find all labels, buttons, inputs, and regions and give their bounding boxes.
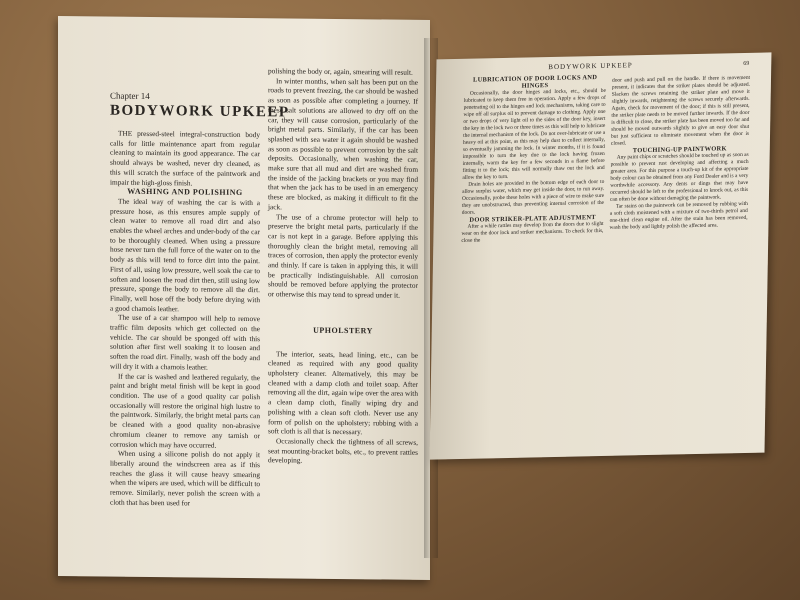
- left-column-2: [268, 66, 418, 467]
- section-heading-striker: DOOR STRIKER-PLATE ADJUSTMENT: [469, 214, 596, 224]
- paragraph: The use of a chrome protector will help to preserve the bright metal parts, particularly if the car is not kept in a garage. Before applying this thoroughly clean the bright metal, removing all traces of corrosion, then apply the protector evenly and thinly. If care is taken in applying this, it will be practically indistinguishable. All corrosion should be removed before applying the protector or otherwise this may tend to spread under it.: [268, 211, 418, 300]
- paragraph: If the car is washed and leathered regularly, the paint and bright metal finish will be kept in good condition. The use of a good quality car polish occasionally will restore the original high lustre to the paintwork. Similarly, the bright metal parts can be cleaned with a good quality non-abrasive chromium cleaner to remove any tarnish or corrosion which may have occurred.: [110, 371, 260, 450]
- page-number: 69: [743, 60, 750, 67]
- open-book: [58, 18, 768, 578]
- chapter-label: Chapter 14: [110, 90, 150, 102]
- paragraph: When using a silicone polish do not apply it liberally around the windscreen area as if this reaches the glass it will cause heavy smearing when the wipers are used, which will be difficult to remove. Similarly, never polish the screen with a cloth that has been used for: [110, 448, 260, 508]
- paragraph: The interior, seats, head lining, etc., can be cleaned as required with any good quality upholstery cleaner. Alternatively, this may be cleaned with a damp cloth and toilet soap. After removing all the dirt, again wipe over the area with a clean damp cloth, finally wiping dry and polishing with a clean soft cloth. Never use any form of polish on the upholstery; rubbing with a soft cloth is all that is necessary.: [268, 348, 418, 437]
- paragraph: In winter months, when salt has been put on the roads to prevent freezing, the car should be washed as soon as possible after completing a journey. If these salt solutions are allowed to dry off on the car, they will cause corrosion, particularly of the bright metal parts. Similarly, if the car has been splashed with sea water it again should be washed as soon as possible to prevent corrosion by the salt deposits. Occasionally, when washing the car, make sure that all mud and dirt are washed from the inside of the jacking brackets or you may find that when the jack has to be used in an emergency these are blocked, as making it difficult to fit the jack.: [268, 76, 418, 212]
- paragraph: Occasionally check the tightness of all screws, seat mounting-bracket bolts, etc., to prevent rattles developing.: [268, 436, 418, 465]
- paragraph: Drain holes are provided in the bottom edge of each door to allow surplus water, which may get inside the door, to run away. Occasionally, probe these holes with a piece of wire to make sure they are unobstructed, thus preventing internal corrosion of the doors.: [461, 178, 605, 216]
- right-column-1: [461, 74, 606, 245]
- right-column-2: [609, 75, 750, 232]
- section-heading-touching-up: TOUCHING-UP PAINTWORK: [632, 145, 727, 155]
- paragraph: The use of a car shampoo will help to remove traffic film deposits which get collected on the vehicle. The car should be sponged off with this solution after first well soaking it to loosen and soften the road dirt. Finally, wash off the body and will dry it with a chamois leather.: [110, 313, 260, 372]
- paragraph: Occasionally, the door hinges and locks, etc., should be lubricated to keep them free in operation. Apply a few drops of penetrating oil to the hinges and lock mechanisms, taking care to wipe off all surplus oil to prevent damage to clothing. Apply one or two drops of very light oil to the sides of the door key, insert the key in the lock two or three times as this will help to lubricate the internal mechanism of the lock. Do not over-lubricate or use a heavy oil at this point, as this may help dust to collect internally, so eventually jamming the lock. In winter months, if it is found impossible to turn the key due to the lock having frozen internally, warm the key for a few seconds in a flame before fitting it to the lock; this will normally thaw out the lock and allow the key to turn.: [462, 87, 606, 181]
- paragraph: After a while rattles may develop from the doors due to slight wear on the door lock and striker mechanisms. To check for this, close the: [461, 220, 604, 244]
- paragraph: The ideal way of washing the car is with a pressure hose, as this ensures ample supply of clean water to remove all road dirt and also enables the wheel arches and under-body of the car to be thoroughly cleaned. When using a pressure hose never turn the full force of the water on to the body as this will tend to force dirt into the paint. First of all, using low pressure, well soak the car to soften and loosen the road dirt then, still using low pressure, sponge the body to remove all the dirt. Finally, well hose off the body before drying with a good chamois leather.: [110, 196, 260, 313]
- right-page: [430, 52, 772, 459]
- section-heading-washing: WASHING AND POLISHING: [127, 186, 243, 198]
- page-title: BODYWORK UPKEEP: [110, 102, 290, 121]
- paragraph: door and push and pull on the handle. If there is movement present, it indicates that the striker plates should be adjusted. Slacken the screws retaining the striker plate and move it slightly inwards, retightening the screws securely afterwards. Again, check for movement of the door; if this is still present, the striker plate needs to be moved further inwards. If the door is difficult to close, the striker plate has been moved too far and should be moved outwards slightly to give an easy door shut but just sufficient to eliminate movement when the door is closed.: [610, 74, 751, 147]
- left-column-1: [110, 129, 260, 509]
- paragraph: Tar stains on the paintwork can be removed by rubbing with a soft cloth moistened with a mixture of two-thirds petrol and one-third clean engine oil. After the stain has been removed, wash the body and lightly polish the affected area.: [609, 200, 748, 231]
- left-page: [58, 16, 430, 580]
- intro-paragraph: THE pressed-steel integral-construction body calls for little maintenance apart from regular cleaning to maintain its good appearance. The car should always be washed, never dry cleaned, as this will scratch the surface of the paintwork and impair the high-gloss finish.: [110, 128, 260, 187]
- section-heading-lubrication: LUBRICATION OF DOOR LOCKS AND HINGES: [473, 74, 598, 90]
- paragraph: polishing the body or, again, smearing will result.: [268, 66, 413, 77]
- paragraph: Any paint chips or scratches should be touched up as soon as possible to prevent rust developing and affecting a much greater area. For this purpose a touch-up kit of the appropriate body colour can be obtained from any Ford Dealer and is a very worthwhile accessory. Any dents or dings that may have occurred should be left to the professional to knock out, as this can often be done without damaging the paintwork.: [609, 151, 749, 203]
- running-head: BODYWORK UPKEEP: [548, 61, 633, 72]
- section-heading-upholstery: UPHOLSTERY: [313, 325, 373, 336]
